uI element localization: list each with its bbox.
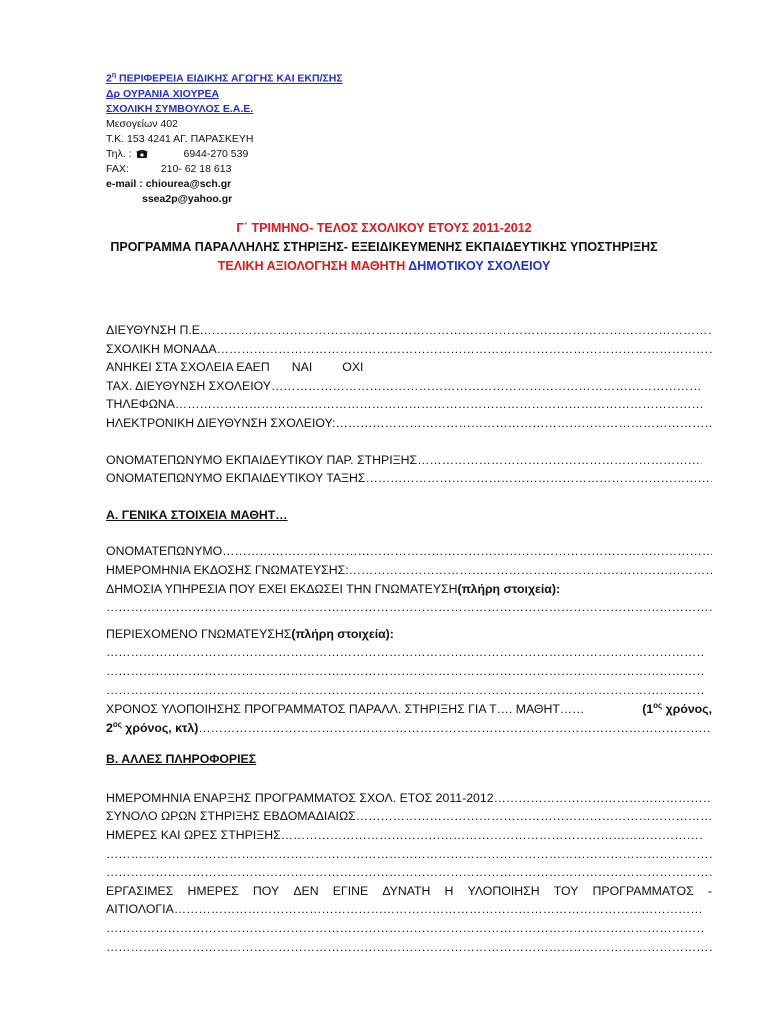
field-label: ΣΧΟΛΙΚΗ ΜΟΝΑΔΑ	[106, 341, 217, 356]
duration-first: (1	[642, 702, 654, 717]
word: ΕΓΙΝΕ	[332, 883, 369, 898]
email-line	[106, 177, 343, 192]
word: ΤΟΥ	[553, 883, 579, 898]
word: ΠΡΟΓΡΑΜΜΑΤΟΣ	[592, 883, 694, 898]
fill-dots	[174, 902, 704, 916]
field-label-note: (πλήρη στοιχεία):	[457, 581, 561, 596]
field-label: ΟΝΟΜΑΤΕΠΩΝΥΜΟ ΕΚΠΑΙΔΕΥΤΙΚΟΥ ΤΑΞΗΣ	[106, 471, 366, 486]
field-program-duration-cont[interactable]	[106, 720, 712, 739]
region-number-sup: η	[111, 72, 117, 79]
fill-dots	[198, 721, 712, 735]
reason-line-2[interactable]	[106, 940, 712, 959]
field-label-note: (πλήρη στοιχεία):	[291, 626, 394, 641]
field-label: ΗΛΕΚΤΡΟΝΙΚΗ ΔΙΕΥΘΥΝΣΗ ΣΧΟΛΕΙΟΥ:	[106, 415, 336, 430]
word: ΗΜΕΡΕΣ	[187, 883, 239, 898]
field-label: ΗΜΕΡΟΜΗΝΙΑ ΕΝΑΡΞΗΣ ΠΡΟΓΡΑΜΜΑΤΟΣ ΣΧΟΛ. ΕΤΟΣ 2011-2012	[106, 790, 494, 805]
email-primary: chiourea@sch.gr	[145, 177, 232, 190]
duration-note	[642, 701, 712, 716]
section-b-heading: Β. ΑΛΛΕΣ ΠΛΗΡΟΦΟΡΙΕΣ	[106, 752, 257, 767]
duration-note-cont	[106, 720, 198, 735]
field-school-unit[interactable]	[106, 342, 712, 361]
support-days-line-1[interactable]	[106, 847, 712, 866]
fax-label: FAX:	[106, 162, 129, 175]
fill-dots	[203, 323, 712, 337]
evaluation-title-blue: ΔΗΜΟΤΙΚΟΥ ΣΧΟΛΕΙΟΥ	[408, 259, 551, 273]
field-program-duration	[106, 701, 712, 720]
duration-year: χρόνος,	[662, 702, 712, 717]
field-diagnosis-date[interactable]	[106, 563, 712, 582]
phone-label: Τηλ. :	[106, 147, 132, 160]
fill-dots	[281, 828, 702, 842]
word: -	[707, 883, 712, 898]
word: ΕΡΓΑΣΙΜΕΣ	[106, 883, 174, 898]
field-label: ΠΕΡΙΕΧΟΜΕΝΟ ΓΝΩΜΑΤΕΥΣΗΣ	[106, 626, 292, 641]
fill-dots	[417, 453, 702, 467]
fill-dots	[356, 809, 712, 823]
advisor-title: ΣΧΟΛΙΚΗ ΣΥΜΒΟΥΛΟΣ Ε.Α.Ε.	[106, 102, 254, 115]
field-label: ΟΝΟΜΑΤΕΠΩΝΥΜΟ	[106, 544, 223, 559]
field-label: ΟΝΟΜΑΤΕΠΩΝΥΜΟ ΕΚΠΑΙΔΕΥΤΙΚΟΥ ΠΑΡ. ΣΤΗΡΙΞΗΣ	[106, 452, 418, 467]
field-student-name[interactable]	[106, 544, 712, 563]
field-issuing-service-line[interactable]	[106, 600, 712, 619]
fax-number: 210- 62 18 613	[160, 162, 232, 175]
field-label: ΤΗΛΕΦΩΝΑ	[106, 397, 175, 412]
fill-dots	[106, 940, 712, 954]
fill-dots	[106, 664, 704, 678]
field-email[interactable]	[106, 416, 712, 435]
field-label: ΑΝΗΚΕΙ ΣΤΑ ΣΧΟΛΕΙΑ ΕΑΕΠ	[106, 360, 270, 375]
fill-dots	[217, 342, 712, 356]
address-street: Μεσογείων 402	[106, 117, 178, 130]
fill-dots	[271, 379, 702, 393]
fill-dots	[106, 865, 712, 879]
phone-line	[106, 147, 343, 162]
field-label: ΗΜΕΡΟΜΗΝΙΑ ΕΚΔΟΣΗΣ ΓΝΩΜΑΤΕΥΣΗΣ:	[106, 562, 349, 577]
duration-etc: χρόνος, κτλ)	[121, 720, 199, 735]
fill-dots	[366, 471, 712, 485]
field-weekly-hours[interactable]	[106, 809, 712, 828]
fill-dots	[106, 645, 704, 659]
field-label: ΔΙΕΥΘΥΝΣΗ Π.Ε.	[106, 323, 204, 337]
duration-second: 2	[106, 720, 113, 735]
fill-dots	[494, 791, 712, 805]
field-support-teacher[interactable]	[106, 453, 702, 472]
telephone-icon	[136, 149, 148, 158]
field-issuing-service	[106, 582, 712, 601]
evaluation-form	[106, 323, 712, 958]
fill-dots	[106, 600, 712, 614]
field-class-teacher[interactable]	[106, 471, 712, 490]
word: Η	[444, 883, 454, 898]
letterhead	[106, 68, 343, 207]
word: ΔΕΝ	[293, 883, 319, 898]
email-secondary: ssea2p@yahoo.gr	[142, 192, 233, 205]
fill-dots	[106, 847, 712, 861]
section-a-heading: Α. ΓΕΝΙΚΑ ΣΤΟΙΧΕΙΑ ΜΑΘΗΤ…	[106, 507, 288, 522]
region-name: ΠΕΡΙΦΕΡΕΙΑ ΕΙΔΙΚΗΣ ΑΓΩΓΗΣ ΚΑΙ ΕΚΠ/ΣΗΣ	[116, 72, 343, 85]
ordinal-sup: ος	[112, 719, 122, 729]
fill-dots	[106, 683, 704, 697]
diagnosis-line-1[interactable]	[106, 645, 704, 664]
field-phones[interactable]	[106, 397, 704, 416]
field-label: ΣΥΝΟΛΟ ΩΡΩΝ ΣΤΗΡΙΞΗΣ ΕΒΔΟΜΑΔΙΑΙΩΣ	[106, 809, 356, 824]
advisor-name: Δρ ΟΥΡΑΝΙΑ ΧΙΟΥΡΕΑ	[106, 87, 220, 100]
option-no[interactable]: ΟΧΙ	[342, 360, 364, 375]
ordinal-sup: ος	[653, 701, 663, 711]
field-label: ΔΗΜΟΣΙΑ ΥΠΗΡΕΣΙΑ ΠΟΥ ΕΧΕΙ ΕΚΔΩΣΕΙ ΤΗΝ ΓΝΩΜΑΤΕΥΣΗ	[106, 581, 458, 596]
phone-number: 6944-270 539	[183, 147, 249, 160]
field-support-days[interactable]	[106, 828, 702, 847]
region-line	[106, 68, 343, 87]
title-block	[0, 219, 768, 276]
region-number: 2	[106, 72, 112, 85]
fill-dots	[106, 921, 704, 935]
field-label: ΧΡΟΝΟΣ ΥΛΟΠΟΙΗΣΗΣ ΠΡΟΓΡΑΜΜΑΤΟΣ ΠΑΡΑΛΛ. ΣΤΗΡΙΞΗΣ ΓΙΑ Τ…. ΜΑΘΗΤ……	[106, 702, 585, 717]
fax-line	[106, 162, 343, 177]
email-label: e-mail :	[106, 177, 146, 190]
word: ΥΛΟΠΟΙΗΣΗ	[467, 883, 540, 898]
field-eaep[interactable]	[106, 360, 712, 379]
field-diagnosis-content	[106, 627, 712, 646]
field-directorate[interactable]	[106, 323, 712, 342]
field-reason[interactable]	[106, 902, 704, 921]
field-label: ΤΑΧ. ΔΙΕΥΘΥΝΣΗ ΣΧΟΛΕΙΟΥ	[106, 378, 271, 393]
field-label: ΑΙΤΙΟΛΟΓΙΑ	[106, 902, 174, 917]
field-label: ΗΜΕΡΕΣ ΚΑΙ ΩΡΕΣ ΣΤΗΡΙΞΗΣ	[106, 828, 281, 843]
support-days-line-2[interactable]	[106, 865, 712, 884]
address-postcode: Τ.Κ. 153 4241 ΑΓ. ΠΑΡΑΣΚΕΥΗ	[106, 132, 254, 145]
term-title: Γ΄ ΤΡΙΜΗΝΟ- ΤΕΛΟΣ ΣΧΟΛΙΚΟΥ ΕΤΟΥΣ 2011-2012	[236, 221, 532, 235]
evaluation-title-red: ΤΕΛΙΚΗ ΑΞΙΟΛΟΓΗΣΗ ΜΑΘΗΤΗ	[217, 259, 406, 273]
diagnosis-line-2[interactable]	[106, 664, 704, 683]
field-start-date[interactable]	[106, 791, 712, 810]
option-yes[interactable]: ΝΑΙ	[291, 360, 313, 375]
fill-dots	[349, 563, 712, 577]
diagnosis-line-3[interactable]	[106, 683, 704, 702]
fill-dots	[175, 397, 704, 411]
fill-dots	[335, 416, 712, 430]
word: ΠΟΥ	[252, 883, 280, 898]
reason-line-1[interactable]	[106, 921, 704, 940]
field-postal-address[interactable]	[106, 379, 702, 398]
fill-dots	[222, 544, 712, 558]
word: ΔΥΝΑΤΗ	[382, 883, 431, 898]
evaluation-title	[0, 257, 768, 276]
program-title: ΠΡΟΓΡΑΜΜΑ ΠΑΡΑΛΛΗΛΗΣ ΣΤΗΡΙΞΗΣ- ΕΞΕΙΔΙΚΕΥΜΕΝΗΣ ΕΚΠΑΙΔΕΥΤΙΚΗΣ ΥΠΟΣΤΗΡΙΞΗΣ	[110, 240, 658, 254]
field-missed-days	[106, 884, 712, 903]
